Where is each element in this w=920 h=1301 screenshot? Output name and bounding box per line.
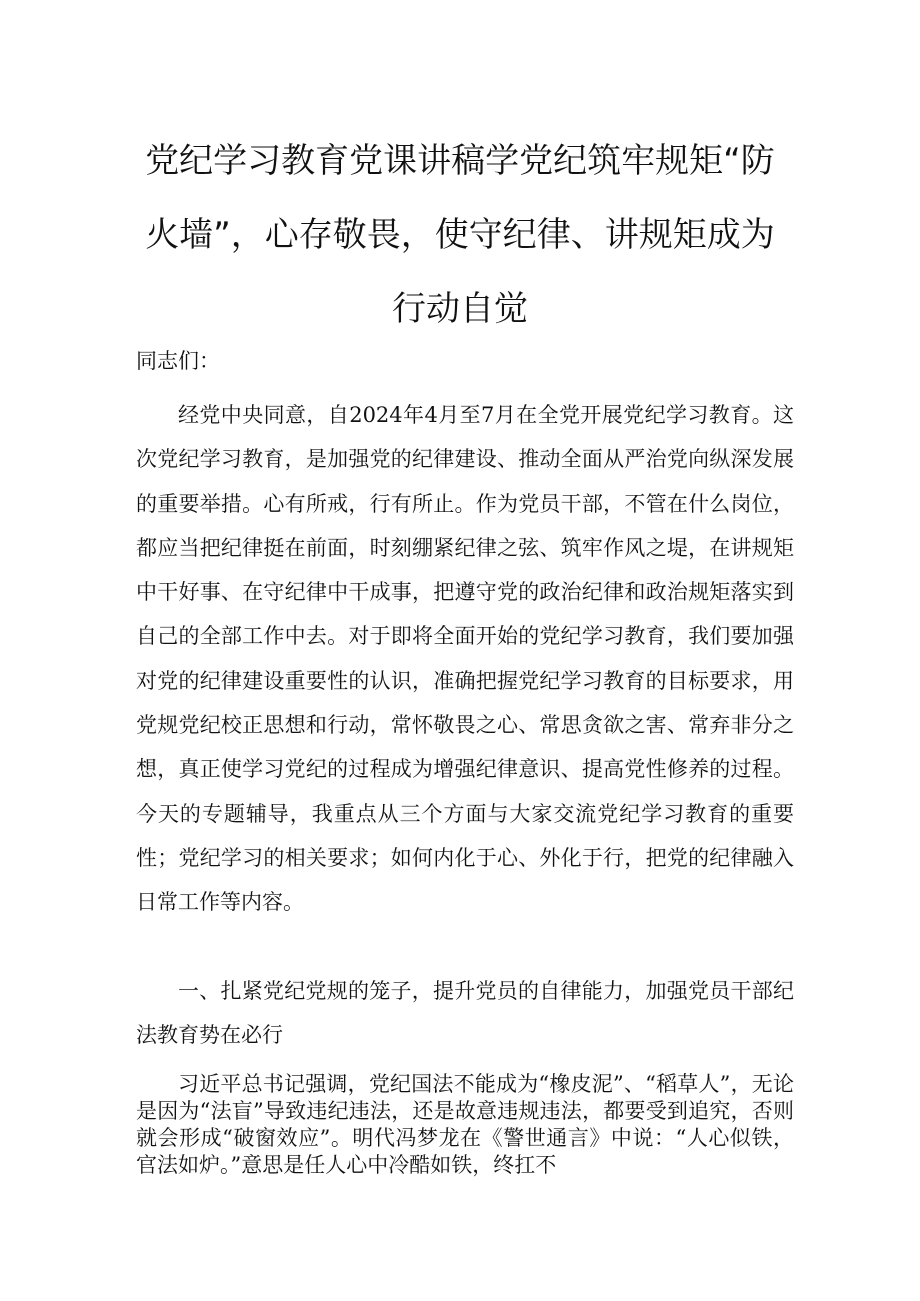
body-paragraph-intro: 经党中央同意，自2024年4月至7月在全党开展党纪学习教育。这次党纪学习教育，是加强党的纪律建设、推动全面从严治党向纵深发展的重要举措。心有所戒，行有所止。作为党员干部，不管在什么岗位，都应当把纪律挺在前面，时刻绷紧纪律之弦、筑牢作风之堤，在讲规矩中干好事、在守纪律中干成事，把遵守党的政治纪律和政治规矩落实到自己的全部工作中去。对于即将全面开始的党纪学习教育，我们要加强对党的纪律建设重要性的认识，准确把握党纪学习教育的目标要求，用党规党纪校正思想和行动，常怀敬畏之心、常思贪欲之害、常弃非分之想，真正使学习党纪的过程成为增强纪律意识、提高党性修养的过程。今天的专题辅导，我重点从三个方面与大家交流党纪学习教育的重要性；党纪学习的相关要求；如何内化于心、外化于行，把党的纪律融入日常工作等内容。 <box>136 403 794 915</box>
salutation: 同志们： <box>136 349 220 373</box>
section-heading-one: 一、扎紧党纪党规的笼子，提升党员的自律能力，加强党员干部纪法教育势在必行 <box>136 979 794 1047</box>
body-paragraph-section-one: 习近平总书记强调，党纪国法不能成为“橡皮泥”、“稻草人”，无论是因为“法盲”导致违纪违法，还是故意违规违法，都要受到追究，否则就会形成“破窗效应”。明代冯梦龙在《警世通言》中说：“人心似铁，官法如炉。”意思是任人心中冷酷如铁，终扛不 <box>136 1072 794 1177</box>
document-title: 党纪学习教育党课讲稿学党纪筑牢规矩“防火墙”，心存敬畏，使守纪律、讲规矩成为行动自觉 <box>145 141 775 329</box>
